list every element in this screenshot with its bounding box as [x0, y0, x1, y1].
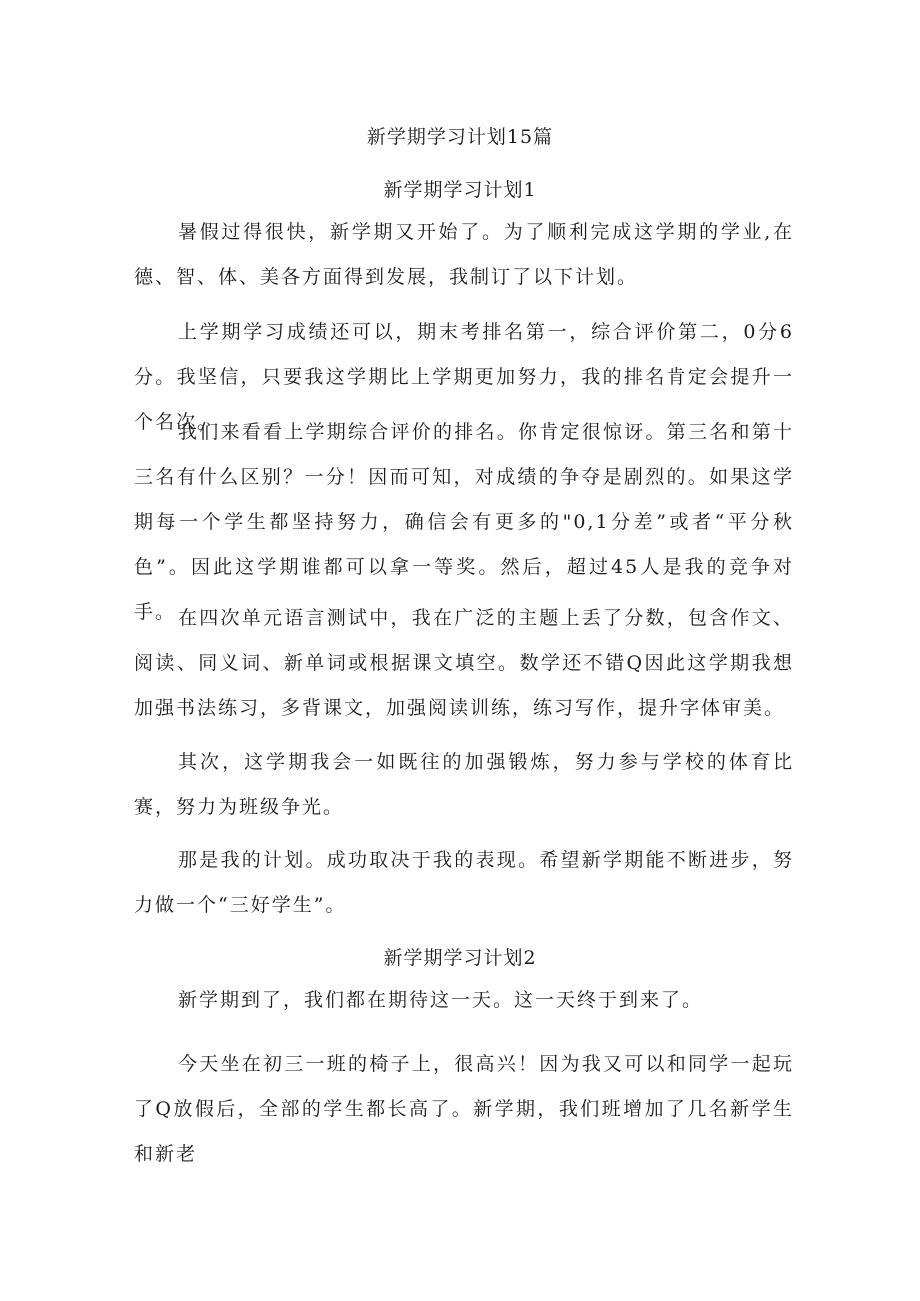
paragraph: 其次，这学期我会一如既往的加强锻炼，努力参与学校的体育比赛，努力为班级争光。 — [134, 751, 794, 818]
paragraph: 在四次单元语言测试中，我在广泛的主题上丢了分数，包含作文、阅读、同义词、新单词或根据课文填空。数学还不错Q因此这学期我想加强书法练习，多背课文，加强阅读训练，练习写作，提升字体审美。 — [134, 607, 794, 719]
paragraph: 新学期到了，我们都在期待这一天。这一天终于到来了。 — [178, 989, 704, 1011]
paragraph: 暑假过得很快，新学期又开始了。为了顺利完成这学期的学业,在德、智、体、美各方面得到发展，我制订了以下计划。 — [134, 221, 794, 288]
section-heading-2: 新学期学习计划2 — [383, 947, 537, 969]
paragraph: 我们来看看上学期综合评价的排名。你肯定很惊讶。第三名和第十三名有什么区别？一分！因而可知，对成绩的争夺是剧烈的。如果这学期每一个学生都坚持努力，确信会有更多的"0,1分差”或者“平分秋色”。因此这学期谁都可以拿一等奖。然后，超过45人是我的竞争对手。 — [134, 421, 794, 623]
paragraph: 今天坐在初三一班的椅子上，很高兴！因为我又可以和同学一起玩了Q放假后，全部的学生都长高了。新学期，我们班增加了几名新学生和新老 — [134, 1053, 794, 1165]
paragraph: 那是我的计划。成功取决于我的表现。希望新学期能不断进步，努力做一个“三好学生”。 — [134, 849, 794, 916]
paragraph: 上学期学习成绩还可以，期末考排名第一，综合评价第二，0分6分。我坚信，只要我这学期比上学期更加努力，我的排名肯定会提升一个名次。 — [134, 321, 794, 433]
document-title: 新学期学习计划15篇 — [366, 126, 554, 148]
section-heading-1: 新学期学习计划1 — [383, 179, 537, 201]
